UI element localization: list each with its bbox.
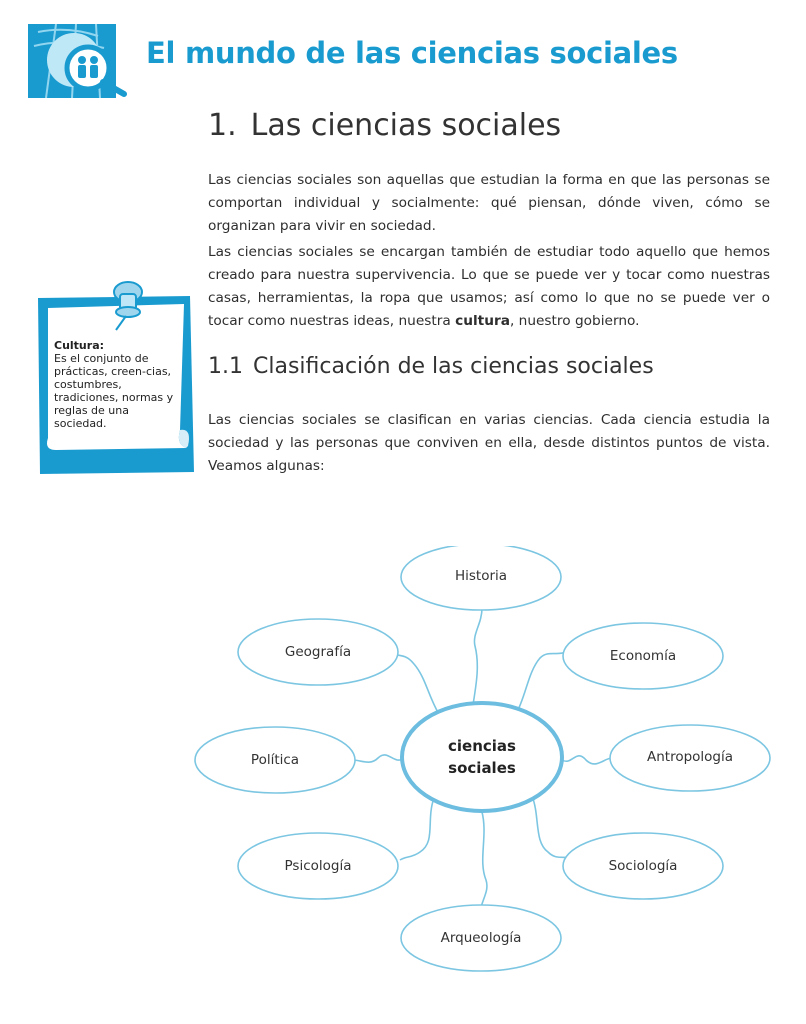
intro-paragraph: Las ciencias sociales son aquellas que estudian la forma en que las personas se comportan individual y socialmente: qué piensan, dónde viven, cómo se organizan para vivir en sociedad. (208, 172, 770, 234)
chapter-title: El mundo de las ciencias sociales (146, 36, 678, 70)
culture-paragraph (208, 241, 770, 333)
connector-arqueologia (480, 812, 487, 914)
connector-antropologia (562, 756, 612, 764)
connector-historia (472, 608, 482, 711)
section-title (208, 108, 561, 143)
connector-sociologia (532, 796, 568, 858)
subsection-title (208, 354, 654, 379)
center-label-line2: sociales (448, 759, 516, 777)
node-label-arqueologia: Arqueología (440, 930, 522, 946)
node-label-historia: Historia (454, 568, 508, 584)
center-label (422, 735, 542, 779)
classification-paragraph: Las ciencias sociales se clasifican en varias ciencias. Cada ciencia estudia la sociedad y las personas que conviven en ella, desde distintos puntos de vista. Veamos algunas: (208, 412, 770, 474)
node-label-antropologia: Antropología (646, 749, 734, 765)
section-title-text: Las ciencias sociales (250, 108, 562, 143)
section-number: 1. (208, 108, 237, 143)
connector-psicologia (400, 798, 434, 860)
subsection-number: 1.1 (208, 354, 243, 379)
node-label-psicologia: Psicología (284, 858, 352, 874)
sidenote-text (54, 339, 176, 430)
culture-paragraph-end: , nuestro gobierno. (509, 313, 640, 329)
node-label-politica: Política (250, 752, 300, 768)
subsection-title-text: Clasificación de las ciencias sociales (253, 354, 654, 379)
node-label-economia: Economía (609, 648, 677, 664)
sidenote-term: Cultura: (54, 339, 105, 352)
node-label-geografia: Geografía (284, 644, 352, 660)
connector-politica (352, 755, 404, 762)
social-sciences-diagram (190, 546, 776, 986)
node-label-sociologia: Sociología (608, 858, 678, 874)
sidenote-definition: Es el conjunto de prácticas, creen-cias, costumbres, tradiciones, normas y reglas de una sociedad. (54, 352, 174, 430)
connector-geografia (390, 654, 440, 716)
culture-paragraph-start: Las ciencias sociales se encargan también de estudiar todo aquello que hemos creado para nuestra supervivencia. Lo que se puede ver y tocar como nuestras casas, herramientas, la ropa que usamos; así como lo que no se puede ver o tocar como nuestras ideas, nuestra (208, 244, 770, 329)
people-magnifier-icon (28, 24, 152, 98)
culture-keyword: cultura (455, 313, 510, 329)
center-label-line1: ciencias (448, 737, 516, 755)
connector-economia (516, 652, 566, 714)
